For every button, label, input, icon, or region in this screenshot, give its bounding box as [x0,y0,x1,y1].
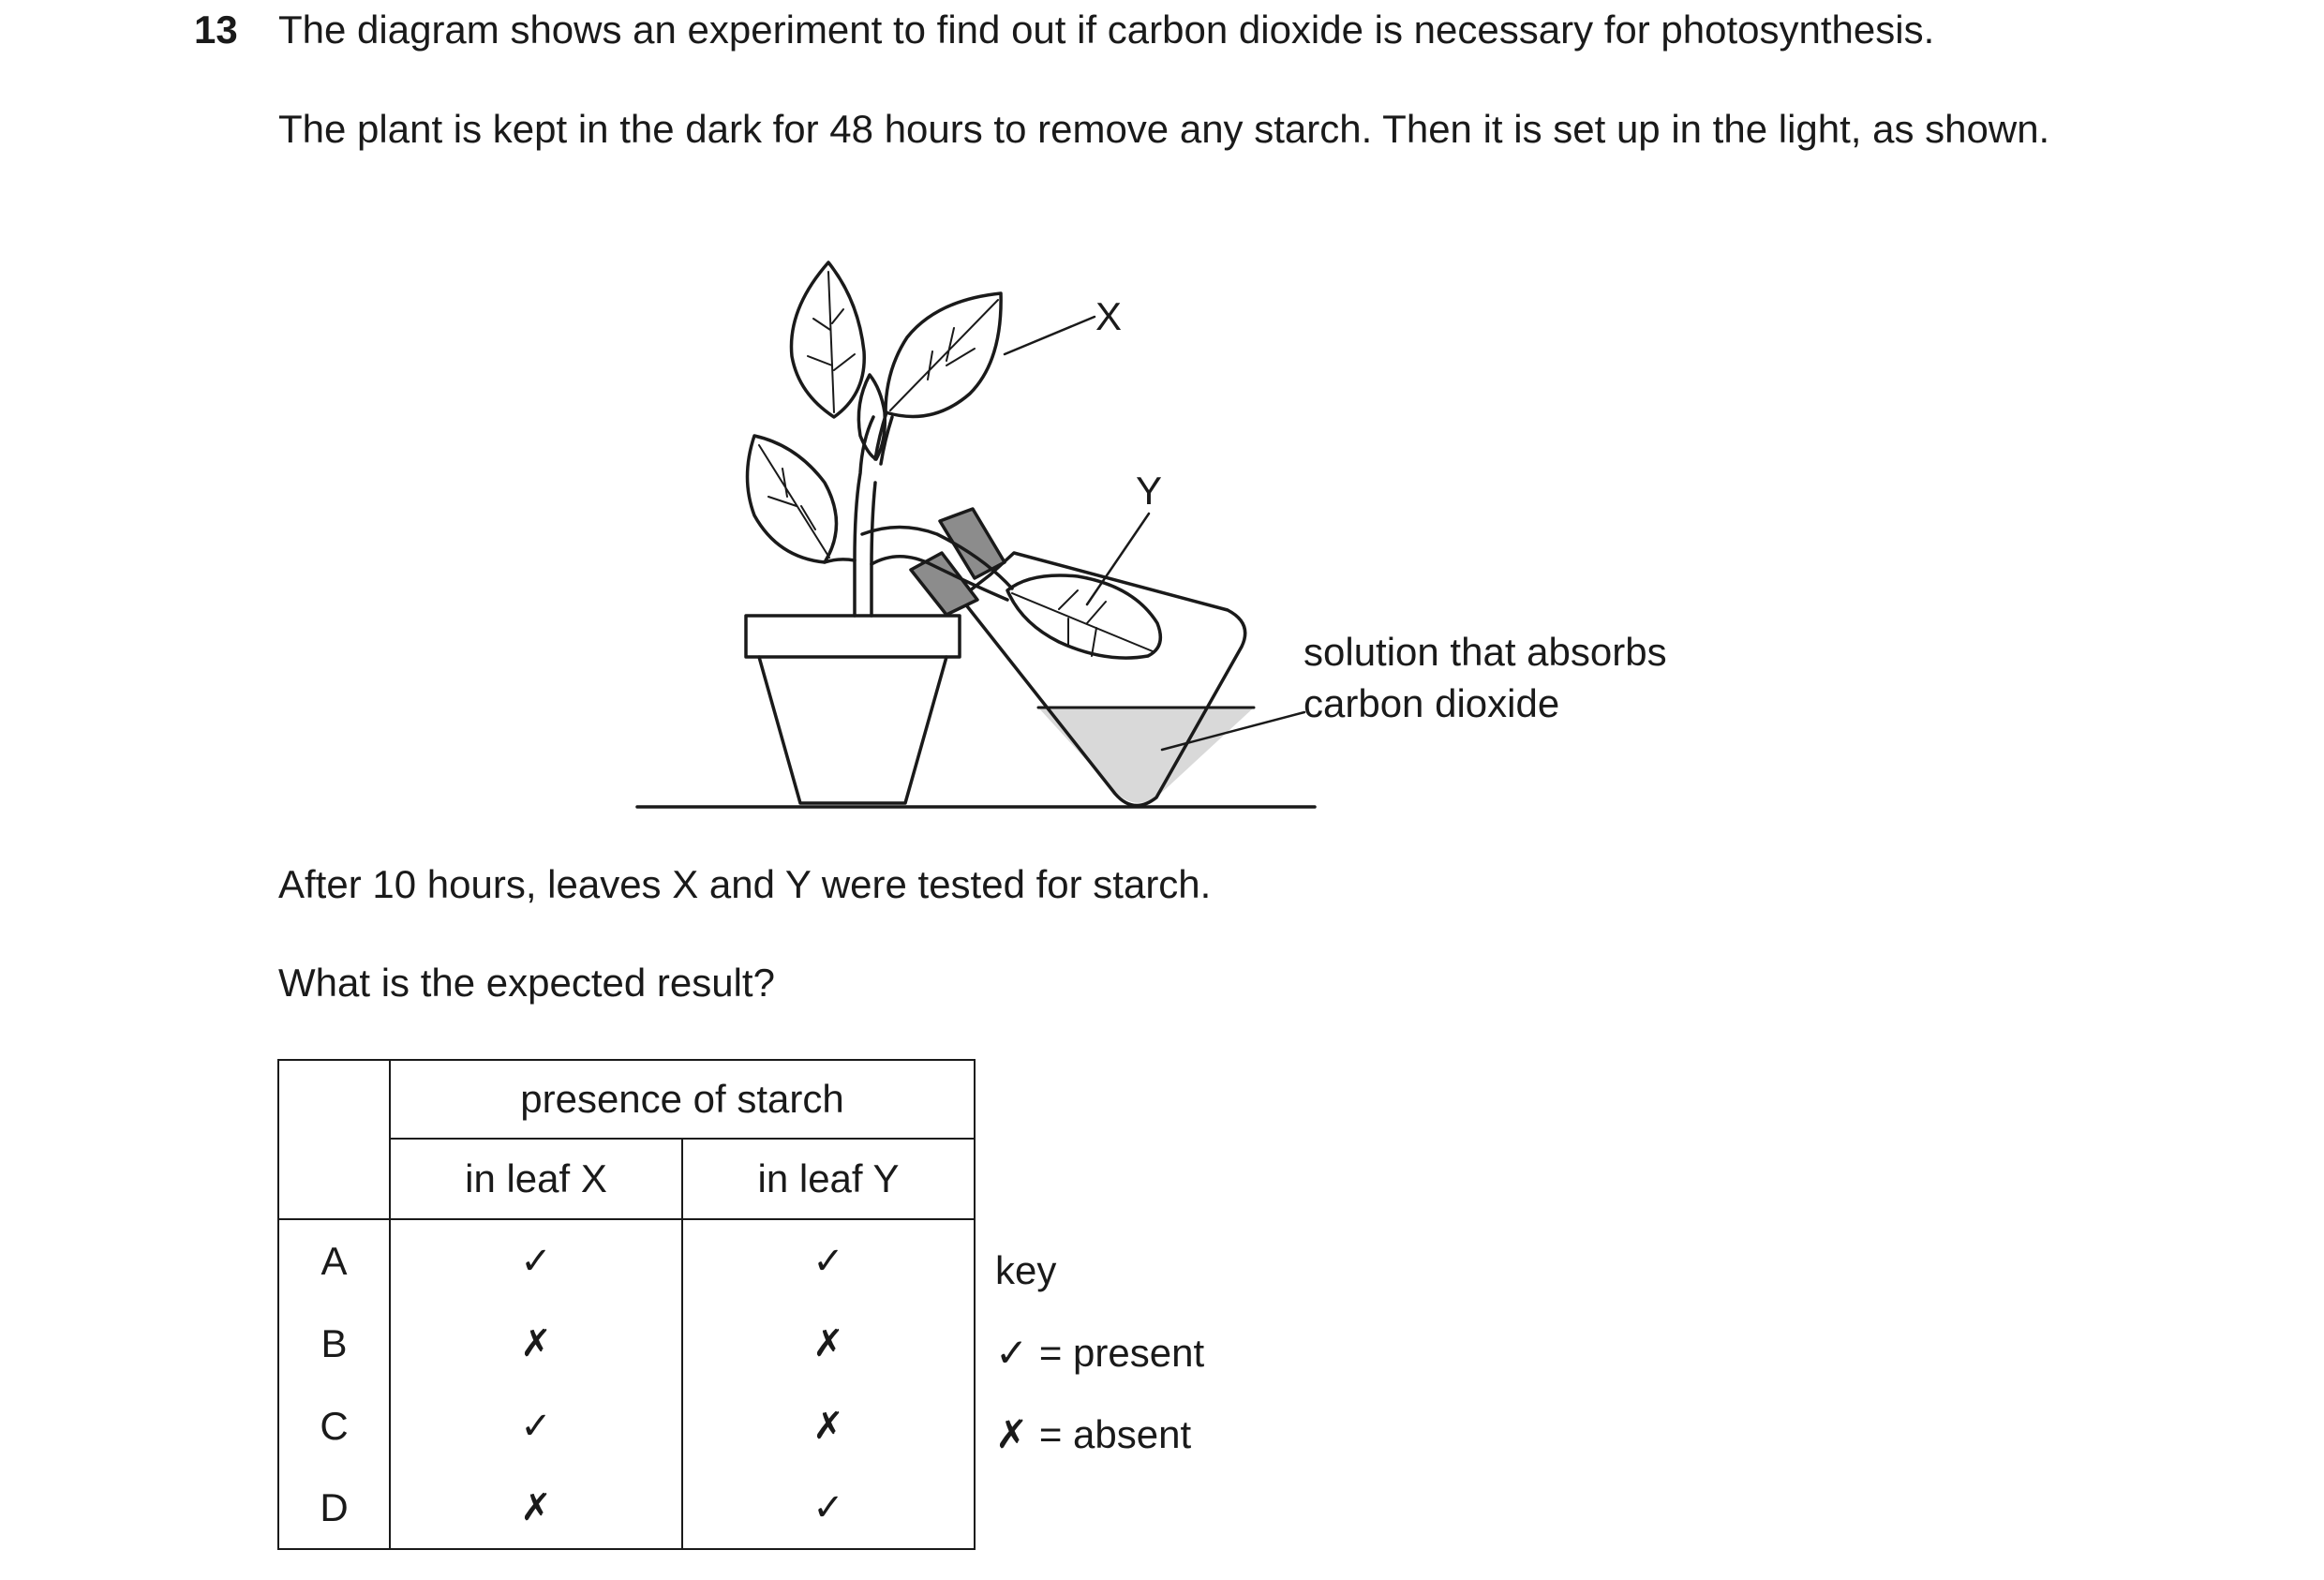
plant-pot [759,657,946,803]
leaf-y-result: ✗ [682,1303,975,1385]
label-x-leader [1005,317,1095,354]
label-leaf-y: Y [1136,469,1163,513]
leaf-y-result: ✓ [682,1219,975,1303]
key-present: ✓ = present [995,1331,1205,1375]
group-header: presence of starch [390,1060,975,1139]
question-prompt: What is the expected result? [278,961,775,1005]
label-leaf-x: X [1095,294,1123,338]
option-row-a[interactable] [278,1219,975,1303]
leaf-x-result: ✓ [390,1385,682,1468]
option-row-d[interactable] [278,1468,975,1549]
question-number: 13 [194,7,238,52]
label-solution-line1: solution that absorbs [1304,630,1667,674]
leaf-x-result: ✓ [390,1219,682,1303]
label-y-leader [1087,514,1149,604]
question-intro: The diagram shows an experiment to find out if carbon dioxide is necessary for photosynthesis. [278,7,1935,52]
col-header-leaf-y: in leaf Y [682,1139,975,1219]
question-setup: The plant is kept in the dark for 48 hours to remove any starch. Then it is set up in the light, as shown. [278,107,2050,151]
option-letter: D [278,1468,390,1549]
leaf-x-result: ✗ [390,1468,682,1549]
answer-table [277,1059,976,1550]
col-header-leaf-x: in leaf X [390,1139,682,1219]
option-row-c[interactable] [278,1385,975,1468]
top-leaf [791,262,864,417]
key-title: key [995,1248,1057,1292]
option-letter: A [278,1219,390,1303]
table-header-row [278,1060,975,1139]
label-solution-line2: carbon dioxide [1304,681,1560,725]
key-absent: ✗ = absent [995,1412,1192,1456]
empty-header-cell [278,1060,390,1219]
leaf-x-result: ✗ [390,1303,682,1385]
leaf-y-result: ✓ [682,1468,975,1549]
flask-solution [1038,708,1254,803]
question-after: After 10 hours, leaves X and Y were tested for starch. [278,862,1212,906]
option-letter: B [278,1303,390,1385]
option-letter: C [278,1385,390,1468]
pot-rim [746,616,960,657]
option-row-b[interactable] [278,1303,975,1385]
leaf-y-result: ✗ [682,1385,975,1468]
